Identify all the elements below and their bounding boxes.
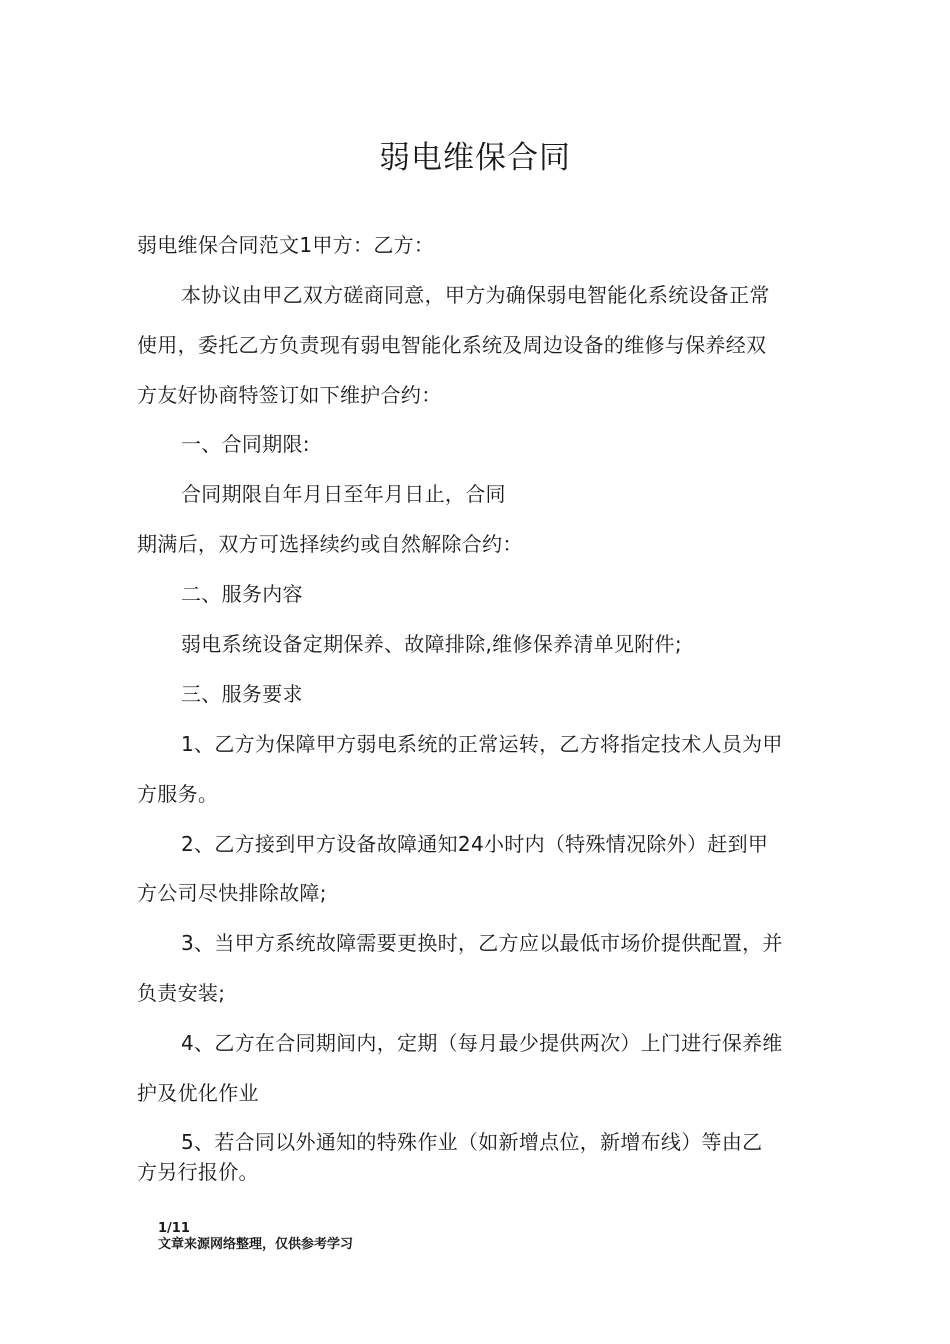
paragraph-line: 3、当甲方系统故障需要更换时，乙方应以最低市场价提供配置，并 [181, 931, 783, 955]
paragraph-line: 护及优化作业 [137, 1081, 259, 1105]
document-title: 弱电维保合同 [379, 140, 571, 176]
section-heading: 三、服务要求 [181, 682, 303, 706]
paragraph-line: 弱电维保合同范文1甲方：乙方： [137, 233, 435, 257]
paragraph-line: 5、若合同以外通知的特殊作业（如新增点位，新增布线）等由乙 [181, 1130, 763, 1154]
paragraph-line: 2、乙方接到甲方设备故障通知24小时内（特殊情况除外）赶到甲 [181, 832, 769, 856]
paragraph-line: 方公司尽快排除故障; [137, 881, 327, 905]
page-number: 1/11 [158, 1221, 190, 1236]
footer-note: 文章来源网络整理，仅供参考学习 [158, 1237, 354, 1252]
paragraph-line: 1、乙方为保障甲方弱电系统的正常运转，乙方将指定技术人员为甲 [181, 732, 783, 756]
paragraph-line: 本协议由甲乙双方磋商同意，甲方为确保弱电智能化系统设备正常 [181, 283, 770, 307]
paragraph-line: 方友好协商特签订如下维护合约： [137, 383, 442, 407]
paragraph-line: 使用，委托乙方负责现有弱电智能化系统及周边设备的维修与保养经双 [137, 333, 767, 357]
paragraph-line: 弱电系统设备定期保养、故障排除,维修保养清单见附件; [181, 632, 682, 656]
paragraph-line: 方服务。 [137, 782, 219, 806]
paragraph-line: 期满后，双方可选择续约或自然解除合约： [137, 532, 523, 556]
paragraph-line: 合同期限自年月日至年月日止，合同 [181, 482, 506, 506]
paragraph-line: 负责安装; [137, 981, 226, 1005]
paragraph-line: 4、乙方在合同期间内，定期（每月最少提供两次）上门进行保养维 [181, 1031, 783, 1055]
section-heading: 一、合同期限: [181, 432, 310, 456]
section-heading: 二、服务内容 [181, 582, 303, 606]
paragraph-line: 方另行报价。 [137, 1160, 259, 1184]
